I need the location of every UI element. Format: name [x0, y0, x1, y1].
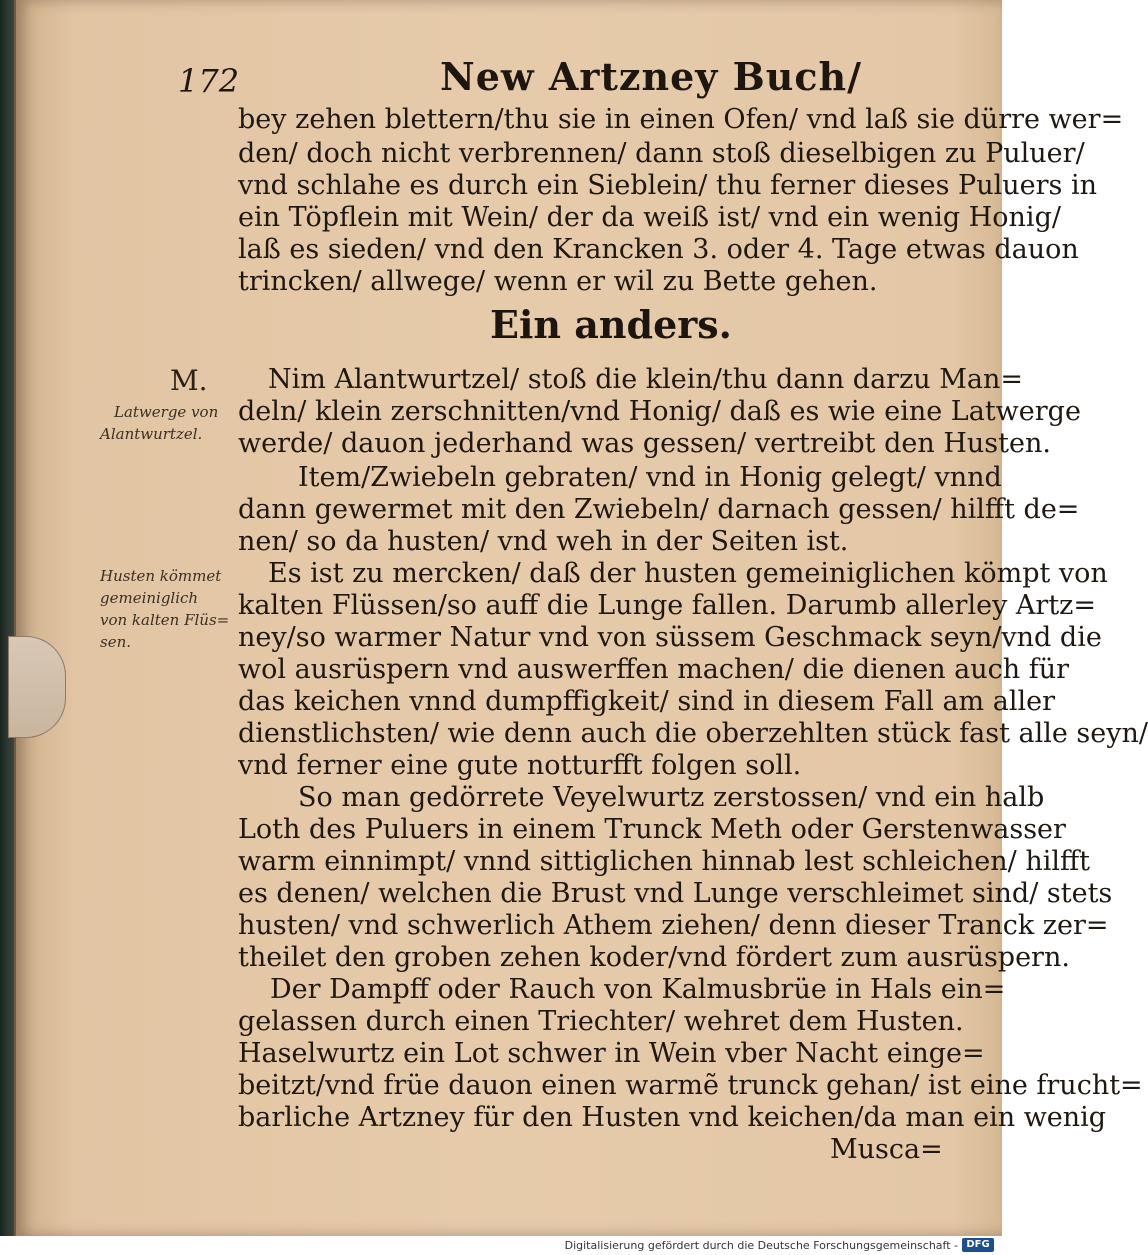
text-line: kalten Flüssen/so auff die Lunge fallen. Darumb allerley Artz= [238, 590, 1097, 621]
text-line: vnd ferner eine gute notturfft folgen soll. [238, 750, 802, 781]
text-line: ney/so warmer Natur vnd von süssem Geschmack seyn/vnd die [238, 622, 1102, 653]
footer-bar [0, 1236, 1000, 1255]
text-line: Der Dampff oder Rauch von Kalmusbrüe in Hals ein= [270, 974, 1006, 1005]
page-clip-tab [8, 636, 66, 738]
text-line: nen/ so da husten/ vnd weh in der Seiten ist. [238, 526, 849, 557]
text-line: So man gedörrete Veyelwurtz zerstossen/ vnd ein halb [298, 782, 1045, 813]
text-line: das keichen vnnd dumpffigkeit/ sind in diesem Fall am aller [238, 686, 1055, 717]
text-line: vnd schlahe es durch ein Sieblein/ thu ferner dieses Puluers in [238, 170, 1097, 201]
section-heading: Ein anders. [490, 302, 732, 347]
running-title: New Artzney Buch/ [440, 54, 862, 99]
margin-note: von kalten Flüs= [100, 611, 230, 629]
text-line: theilet den groben zehen koder/vnd fördert zum ausrüspern. [238, 942, 1070, 973]
text-line: wol ausrüspern vnd auswerffen machen/ die dienen auch für [238, 654, 1070, 685]
text-line: deln/ klein zerschnitten/vnd Honig/ daß es wie eine Latwerge [238, 396, 1081, 427]
page-header [160, 44, 960, 104]
text-line: trincken/ allwege/ wenn er wil zu Bette gehen. [238, 266, 878, 297]
text-line: dienstlichsten/ wie denn auch die oberzehlten stück fast alle seyn/ [238, 718, 1148, 749]
margin-note: Latwerge von [114, 403, 219, 421]
text-line: Es ist zu mercken/ daß der husten gemeiniglichen kömpt von [268, 558, 1108, 589]
text-line: bey zehen blettern/thu sie in einen Ofen/ vnd laß sie dürre wer= [238, 104, 1124, 135]
text-line: ein Töpflein mit Wein/ der da weiß ist/ vnd ein wenig Honig/ [238, 202, 1061, 233]
text-line: barliche Artzney für den Husten vnd keichen/da man ein wenig [238, 1102, 1107, 1133]
margin-note: gemeiniglich [100, 589, 199, 607]
text-line: laß es sieden/ vnd den Krancken 3. oder 4. Tage etwas dauon [238, 234, 1079, 265]
text-line: beitzt/vnd früe dauon einen warmẽ trunck gehan/ ist eine frucht= [238, 1070, 1143, 1101]
text-line: den/ doch nicht verbrennen/ dann stoß dieselbigen zu Puluer/ [238, 138, 1085, 169]
text-line: werde/ dauon jederhand was gessen/ vertreibt den Husten. [238, 428, 1051, 459]
text-line: Item/Zwiebeln gebraten/ vnd in Honig gelegt/ vnnd [298, 462, 1002, 493]
catchword: Musca= [830, 1134, 943, 1165]
text-line: es denen/ welchen die Brust vnd Lunge verschleimet sind/ stets [238, 878, 1113, 909]
margin-note: Alantwurtzel. [100, 425, 203, 443]
margin-marker: M. [170, 364, 208, 397]
page-number: 172 [178, 62, 240, 100]
text-line: gelassen durch einen Triechter/ wehret dem Husten. [238, 1006, 964, 1037]
margin-note: Husten kömmet [100, 567, 222, 585]
text-line: Nim Alantwurtzel/ stoß die klein/thu dann darzu Man= [268, 364, 1024, 395]
text-line: Haselwurtz ein Lot schwer in Wein vber Nacht einge= [238, 1038, 985, 1069]
text-line: dann gewermet mit den Zwiebeln/ darnach gessen/ hilfft de= [238, 494, 1080, 525]
text-line: husten/ vnd schwerlich Athem ziehen/ denn dieser Tranck zer= [238, 910, 1109, 941]
text-line: warm einnimpt/ vnnd sittiglichen hinnab lest schleichen/ hilfft [238, 846, 1091, 877]
text-line: Loth des Puluers in einem Trunck Meth oder Gerstenwasser [238, 814, 1066, 845]
funding-credit: Digitalisierung gefördert durch die Deutsche Forschungsgemeinschaft - [564, 1239, 958, 1252]
margin-note: sen. [100, 633, 132, 651]
dfg-logo: DFG [962, 1238, 994, 1252]
